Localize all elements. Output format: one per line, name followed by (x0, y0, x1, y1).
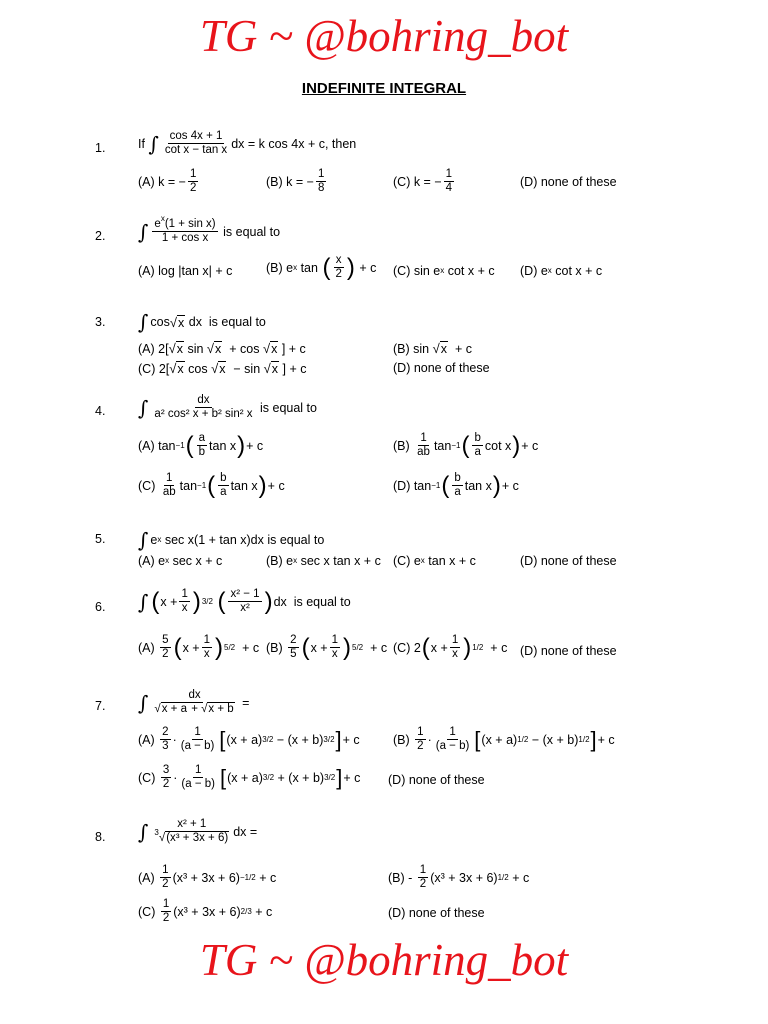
denominator: 2 (162, 648, 169, 661)
option-c: (C) 2 ( x + $\frac{1}{x}$ ) 1/2 + c (393, 633, 508, 661)
integral-sign: ∫ (138, 690, 149, 715)
text: (A) (138, 640, 155, 655)
text: cot x + c (447, 264, 495, 278)
fraction (160, 726, 170, 753)
paren: ( (173, 633, 182, 661)
text: + cos (229, 341, 260, 356)
integral-sign: ∫ (138, 219, 149, 244)
paren: ) (492, 471, 501, 499)
radicand: x (271, 342, 278, 356)
text: ] + c (282, 361, 307, 376)
text: (A) 2[ (138, 341, 169, 356)
option-c: (C) $\frac{1}{ab}$ tan −1 ( $\frac{b}{a}$ tan x ) + c (138, 471, 285, 499)
denominator: cot x − tan x (164, 144, 228, 157)
text: (D) none of these (520, 175, 617, 189)
text: (C) sin e (393, 264, 441, 278)
option-c: (C) e x tan x + c (393, 554, 476, 568)
question-number: 1. (95, 141, 106, 155)
page-title: INDEFINITE INTEGRAL (301, 80, 467, 97)
option-c (393, 168, 456, 195)
numerator: 1 (447, 726, 457, 740)
numerator: 1 (188, 168, 198, 182)
option-b: (B) $\frac{1}{2}$ · $\frac{1}{(a - b)}$ [ (x + a) 1/2 − (x + b) 1/2 ] + c (393, 726, 615, 753)
denominator: (a − b) (180, 740, 215, 753)
radicand: x (271, 362, 279, 376)
text: If (138, 136, 145, 151)
text: sin (187, 341, 204, 356)
text: is equal to (208, 315, 266, 329)
text: (A) (138, 732, 155, 747)
paren: ) (346, 253, 355, 281)
text: x + (160, 594, 178, 609)
question-number: 5. (95, 532, 106, 546)
fraction (418, 864, 428, 891)
denominator: 1 + cos x (161, 232, 209, 245)
denominator: $^3$√(x³ + 3x + 6) (154, 828, 229, 845)
option-d (393, 361, 490, 375)
question-number: 3. (95, 315, 106, 329)
denominator: 2 (335, 268, 342, 281)
fraction (179, 726, 217, 753)
option-b: (B) $\frac{1}{ab}$ tan −1 ( $\frac{b}{a}$ cot x ) + c (393, 431, 539, 459)
paren: ( (217, 587, 226, 615)
fraction (450, 634, 460, 661)
numerator: 2 (160, 726, 170, 740)
fraction (188, 168, 198, 195)
option-c: (C) $\frac{3}{2}$ · $\frac{1}{(a - b)}$ [ (x + a) 3/2 + (x + b) 3/2 ] + c (138, 764, 361, 791)
fraction (452, 472, 462, 499)
fraction (161, 472, 178, 499)
fraction (316, 168, 326, 195)
text: (x + b) (542, 732, 579, 747)
text: (B) - (388, 870, 413, 885)
sqrt-icon: √ (432, 341, 440, 356)
numerator: 1 (450, 634, 460, 648)
text: dx = k cos 4x + c, then (231, 136, 357, 151)
numerator: x² + 1 (175, 818, 208, 832)
text: dx = (233, 824, 258, 839)
numerator: 1 (179, 588, 189, 602)
option-a: (A) $\frac{5}{2}$ ( x + $\frac{1}{x}$ ) 5/2 + c (138, 633, 260, 661)
paren: ) (192, 587, 201, 615)
fraction (197, 432, 207, 459)
text: cot x (484, 438, 512, 453)
fraction (330, 634, 340, 661)
text: (B) e (266, 260, 294, 275)
question-number: 4. (95, 404, 106, 418)
sqrt-icon: √ (169, 314, 178, 330)
fraction (434, 726, 472, 753)
option-a: (A) tan −1 ( $\frac{a}{b}$ tan x ) + c (138, 431, 264, 459)
numerator: b (472, 432, 482, 446)
text: (x³ + 3x + 6) (430, 870, 498, 885)
sqrt-icon: √ (168, 341, 176, 356)
text: tan (179, 478, 198, 493)
denominator: x (331, 648, 338, 661)
text: (x + b) (287, 732, 324, 747)
numerator: 1 (202, 634, 212, 648)
text: (D) none of these (393, 361, 490, 375)
text: tan x (464, 478, 492, 493)
text: (x + a) (227, 770, 263, 785)
question-number: 2. (95, 229, 106, 243)
text: + c (512, 870, 530, 885)
bracket: [ (474, 726, 481, 752)
question-number: 6. (95, 600, 106, 614)
numerator: b (452, 472, 462, 486)
numerator: dx (186, 689, 202, 703)
text: + c (597, 732, 615, 747)
denominator: √x + a + √x + b (154, 703, 234, 716)
text: tan x (230, 478, 258, 493)
question-number: 8. (95, 830, 106, 844)
bracket: [ (219, 764, 227, 790)
numerator: dx (195, 394, 211, 408)
option-c: (C) $\frac{1}{2}$ (x³ + 3x + 6) 2/3 + c (138, 898, 273, 925)
text: + (277, 770, 285, 785)
denominator: ab (162, 486, 176, 499)
text: (B) (266, 640, 283, 655)
watermark-top: TG ~ @bohring_bot (199, 11, 569, 61)
denominator: (a − b) (181, 778, 215, 791)
denominator: 2 (162, 912, 170, 925)
numerator: 1 (444, 168, 454, 182)
text: is equal to (260, 400, 317, 415)
paren: ) (215, 633, 223, 661)
radicand: x (177, 362, 184, 376)
fraction (152, 214, 217, 245)
denominator: (a − b) (435, 740, 470, 753)
numerator: 1 (316, 168, 326, 182)
radicand: x (219, 362, 226, 376)
sqrt-icon: √ (169, 361, 177, 376)
denominator: 4 (445, 182, 453, 195)
denominator: 8 (317, 182, 325, 195)
fraction (161, 898, 171, 925)
question-4 (138, 394, 317, 421)
fraction (179, 588, 189, 615)
text: (B) e (266, 554, 294, 568)
text: (A) k = − (138, 174, 186, 189)
fraction (152, 394, 254, 421)
option-b (393, 341, 472, 356)
numerator: b (218, 472, 228, 486)
bracket: ] (336, 764, 343, 790)
question-8 (138, 818, 257, 845)
denominator: b (198, 446, 206, 459)
text: − (531, 732, 540, 747)
paren: ( (441, 471, 450, 499)
text: sec x(1 + tan x)dx is equal to (164, 533, 325, 547)
integral-sign: ∫ (138, 589, 149, 614)
radicand: x (176, 342, 183, 356)
fraction (218, 472, 228, 499)
question-number: 7. (95, 699, 106, 713)
denominator: 2 (417, 740, 424, 753)
option-d: (D) e x cot x + c (520, 264, 603, 278)
option-b: (B) - $\frac{1}{2}$ (x³ + 3x + 6) 1/2 + c (388, 864, 530, 891)
text: (x³ + 3x + 6) (173, 904, 241, 919)
text: dx (188, 315, 202, 329)
numerator: 1 (193, 764, 203, 778)
text: − (276, 732, 285, 747)
text: + c (370, 640, 388, 655)
radicand: x (215, 342, 222, 356)
option-b: (B) $\frac{2}{5}$ ( x + $\frac{1}{x}$ ) 5/2 + c (266, 633, 388, 661)
sqrt-icon: √ (206, 341, 215, 356)
numerator: 3 (161, 764, 171, 778)
denominator: a (474, 446, 481, 459)
integral-sign: ∫ (138, 819, 149, 844)
text: + c (259, 870, 277, 885)
text: x + (310, 640, 328, 655)
text: cot x + c (555, 264, 603, 278)
text: + c (343, 770, 361, 785)
numerator: 1 (418, 864, 428, 878)
text: (A) tan (138, 438, 176, 453)
question-1 (138, 130, 356, 157)
integral-sign: ∫ (148, 131, 159, 156)
text: (D) none of these (520, 554, 617, 568)
numerator: 2 (288, 634, 298, 648)
option-d: (D) tan −1 ( $\frac{b}{a}$ tan x ) + c (393, 471, 519, 499)
denominator: 5 (290, 648, 297, 661)
denominator: ab (417, 446, 430, 459)
paren: ( (185, 431, 194, 459)
option-c (138, 361, 307, 376)
denominator: x² (240, 602, 250, 615)
paren: ( (207, 471, 216, 499)
text: (x + b) (288, 770, 325, 785)
question-3 (138, 310, 266, 334)
text: (D) none of these (388, 906, 485, 920)
text: sec x tan x + c (300, 554, 381, 568)
text: tan x (209, 438, 237, 453)
fraction (333, 254, 343, 281)
text: + c (490, 640, 508, 655)
fraction (152, 689, 236, 716)
radicand: x (440, 342, 447, 356)
watermark-bottom: TG ~ @bohring_bot (199, 935, 569, 985)
option-a (138, 264, 232, 278)
denominator: 2 (189, 182, 197, 195)
denominator: 2 (419, 878, 427, 891)
option-a (138, 341, 306, 356)
text: + c (246, 438, 264, 453)
numerator: 1 (161, 898, 171, 912)
paren: ( (301, 633, 310, 661)
numerator: 1 (415, 726, 425, 740)
option-a: (A) e x sec x + c (138, 554, 223, 568)
text: (x + a) (226, 732, 263, 747)
question-6: ∫ ( x + $\frac{1}{x}$ ) 3/2 ( $\frac{\text{x² − 1}}{\text{x²}}$ ) dx is equal to (138, 587, 351, 615)
text: x + (182, 640, 200, 655)
fraction (163, 130, 229, 157)
denominator: a² cos² x + b² sin² x (154, 408, 253, 421)
numerator: 5 (160, 634, 170, 648)
paren: ( (322, 253, 331, 281)
denominator: x (181, 602, 188, 615)
paren: ( (421, 633, 430, 661)
text: (A) e (138, 554, 166, 568)
text: is equal to (223, 224, 281, 239)
text: (C) 2 (393, 640, 421, 655)
text: (D) none of these (520, 644, 617, 658)
fraction (228, 588, 261, 615)
radicand: x (178, 315, 185, 330)
text: sec x + c (172, 554, 223, 568)
text: tan (300, 260, 318, 275)
text: + c (342, 732, 360, 747)
radicand: (x³ + 3x + 6) (166, 832, 229, 845)
text: is equal to (293, 594, 351, 609)
denominator: x (203, 648, 210, 661)
text: (C) (138, 904, 156, 919)
fraction (444, 168, 454, 195)
numerator: cos 4x + 1 (168, 130, 225, 144)
text: + c (454, 341, 472, 356)
denominator: a (220, 486, 227, 499)
numerator: 1 (330, 634, 340, 648)
fraction (472, 432, 482, 459)
option-b: (B) e x sec x tan x + c (266, 554, 381, 568)
numerator: x² − 1 (228, 588, 261, 602)
question-2 (138, 214, 281, 245)
integral-sign: ∫ (138, 528, 149, 552)
text: dx (273, 594, 287, 609)
paren: ( (151, 587, 160, 615)
fraction (152, 818, 231, 845)
text: (B) (393, 732, 410, 747)
fraction (160, 634, 170, 661)
text: cos (188, 361, 208, 376)
numerator: a (197, 432, 207, 446)
numerator: $e^x(1 + \sin x)$ (152, 218, 217, 232)
option-b (266, 168, 328, 195)
text: (A) log |tan x| + c (138, 264, 233, 278)
numerator: 1 (164, 472, 174, 486)
text: (B) sin (393, 341, 430, 356)
text: (C) k = − (393, 174, 442, 189)
text: (D) e (520, 264, 548, 278)
integral-sign: ∫ (138, 395, 149, 420)
numerator: x (334, 254, 344, 268)
paren: ) (463, 633, 472, 661)
fraction (202, 634, 212, 661)
text: (C) e (393, 554, 421, 568)
text: (D) tan (393, 478, 432, 493)
text: = (242, 695, 250, 710)
numerator: 1 (160, 864, 170, 878)
text: − sin (233, 361, 261, 376)
text: + c (359, 260, 377, 275)
fraction (415, 432, 432, 459)
sqrt-icon: √ (263, 361, 271, 376)
integral-sign: ∫ (138, 310, 149, 334)
sqrt-icon: √ (211, 361, 219, 376)
option-d (520, 175, 617, 189)
bracket: ] (590, 726, 597, 752)
option-a: (A) $\frac{2}{3}$ · $\frac{1}{(a - b)}$ [ (x + a) 3/2 − (x + b) 3/2 ] + c (138, 726, 360, 753)
denominator: a (454, 486, 461, 499)
option-d (388, 906, 485, 920)
question-7 (138, 689, 249, 716)
text: (B) k = − (266, 174, 314, 189)
denominator: 2 (162, 778, 170, 791)
text: (x + a) (481, 732, 518, 747)
text: ] + c (281, 341, 306, 356)
text: tan (433, 438, 452, 453)
numerator: 1 (418, 432, 428, 446)
text: + c (255, 904, 273, 919)
option-d (388, 773, 485, 787)
paren: ) (343, 633, 351, 661)
fraction (161, 764, 171, 791)
text: cos (150, 315, 170, 329)
text: (C) 2[ (138, 361, 170, 376)
option-a (138, 168, 200, 195)
paren: ) (264, 587, 273, 615)
fraction (160, 864, 170, 891)
text: (B) (393, 438, 410, 453)
paren: ) (512, 431, 521, 459)
text: (1 + sin x) (164, 218, 216, 230)
text: + c (242, 640, 260, 655)
text: (x³ + 3x + 6) (172, 870, 240, 885)
text: + c (267, 478, 285, 493)
fraction (415, 726, 425, 753)
fraction (179, 764, 217, 791)
text: (C) (138, 770, 156, 785)
paren: ) (237, 431, 246, 459)
fraction (288, 634, 298, 661)
option-c: (C) sin e x cot x + c (393, 264, 495, 278)
denominator: 2 (162, 878, 169, 891)
bracket: [ (219, 726, 226, 752)
paren: ( (461, 431, 470, 459)
text: (A) (138, 870, 155, 885)
sqrt-icon: √ (262, 341, 271, 356)
option-d (520, 644, 617, 658)
option-b: (B) e x tan ( $\frac{x}{2}$ ) + c (266, 253, 377, 281)
numerator: 1 (192, 726, 202, 740)
bracket: ] (335, 726, 342, 752)
text: + c (501, 478, 519, 493)
option-d (520, 554, 617, 568)
text: + c (521, 438, 539, 453)
text: tan x + c (428, 554, 476, 568)
text: (D) none of these (388, 773, 485, 787)
text: (C) (138, 478, 156, 493)
question-5: ∫ e x sec x(1 + tan x)dx is equal to (138, 528, 325, 552)
text: x + (430, 640, 448, 655)
option-a: (A) $\frac{1}{2}$ (x³ + 3x + 6) −1/2 + c (138, 864, 277, 891)
paren: ) (258, 471, 267, 499)
denominator: x (452, 648, 458, 661)
denominator: 3 (162, 740, 169, 753)
